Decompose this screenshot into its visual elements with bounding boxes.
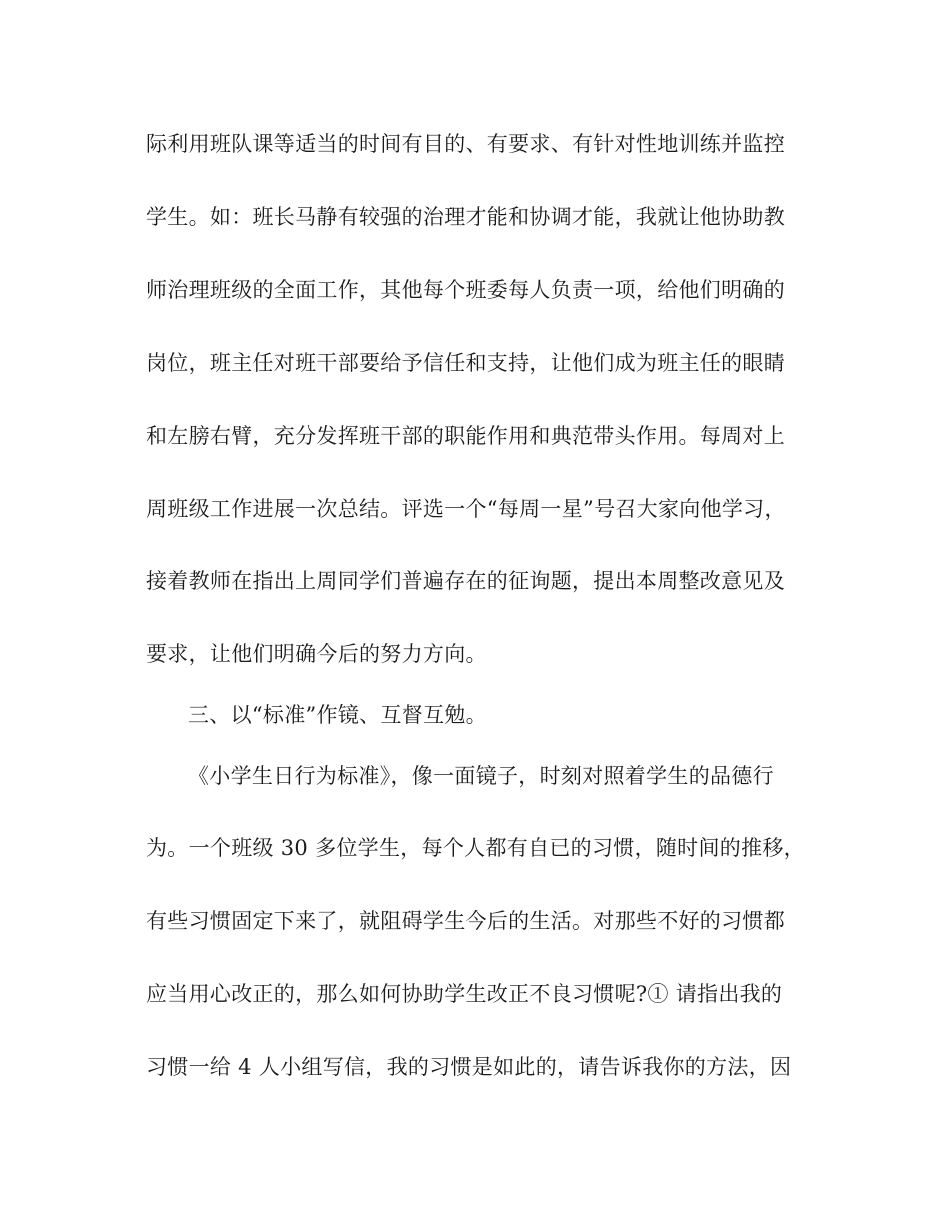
text-line: 要求，让他们明确今后的努力方向。: [146, 642, 487, 666]
text-line: 为。一个班级 30 多位学生，每个人都有自已的习惯，随时间的推移，: [146, 836, 805, 860]
text-line: 师治理班级的全面工作，其他每个班委每人负责一项，给他们明确的: [146, 278, 785, 302]
text-line: 周班级工作进展一次总结。评选一个“每周一星”号召大家向他学习，: [146, 497, 786, 521]
section-heading: 三、以“标准”作镜、互督互勉。: [188, 703, 487, 727]
paragraph-first-line: 《小学生日行为标准》，像一面镜子，时刻对照着学生的品德行: [188, 764, 774, 788]
text-line: 岗位，班主任对班干部要给予信任和支持，让他们成为班主任的眼睛: [146, 351, 785, 375]
text-line: 有些习惯固定下来了，就阻碍学生今后的生活。对那些不好的习惯都: [146, 909, 785, 933]
text-line: 和左膀右臂，充分发挥班干部的职能作用和典范带头作用。每周对上: [146, 424, 785, 448]
text-line: 接着教师在指出上周同学们普遍存在的征询题，提出本周整改意见及: [146, 569, 785, 593]
text-line: 应当用心改正的，那么如何协助学生改正不良习惯呢?① 请指出我的: [146, 982, 783, 1006]
text-line: 学生。如：班长马静有较强的治理才能和协调才能，我就让他协助教: [146, 205, 785, 229]
text-line: 习惯一给 4 人小组写信，我的习惯是如此的，请告诉我你的方法，因: [146, 1055, 792, 1079]
text-line: 际利用班队课等适当的时间有目的、有要求、有针对性地训练并监控: [146, 132, 785, 156]
